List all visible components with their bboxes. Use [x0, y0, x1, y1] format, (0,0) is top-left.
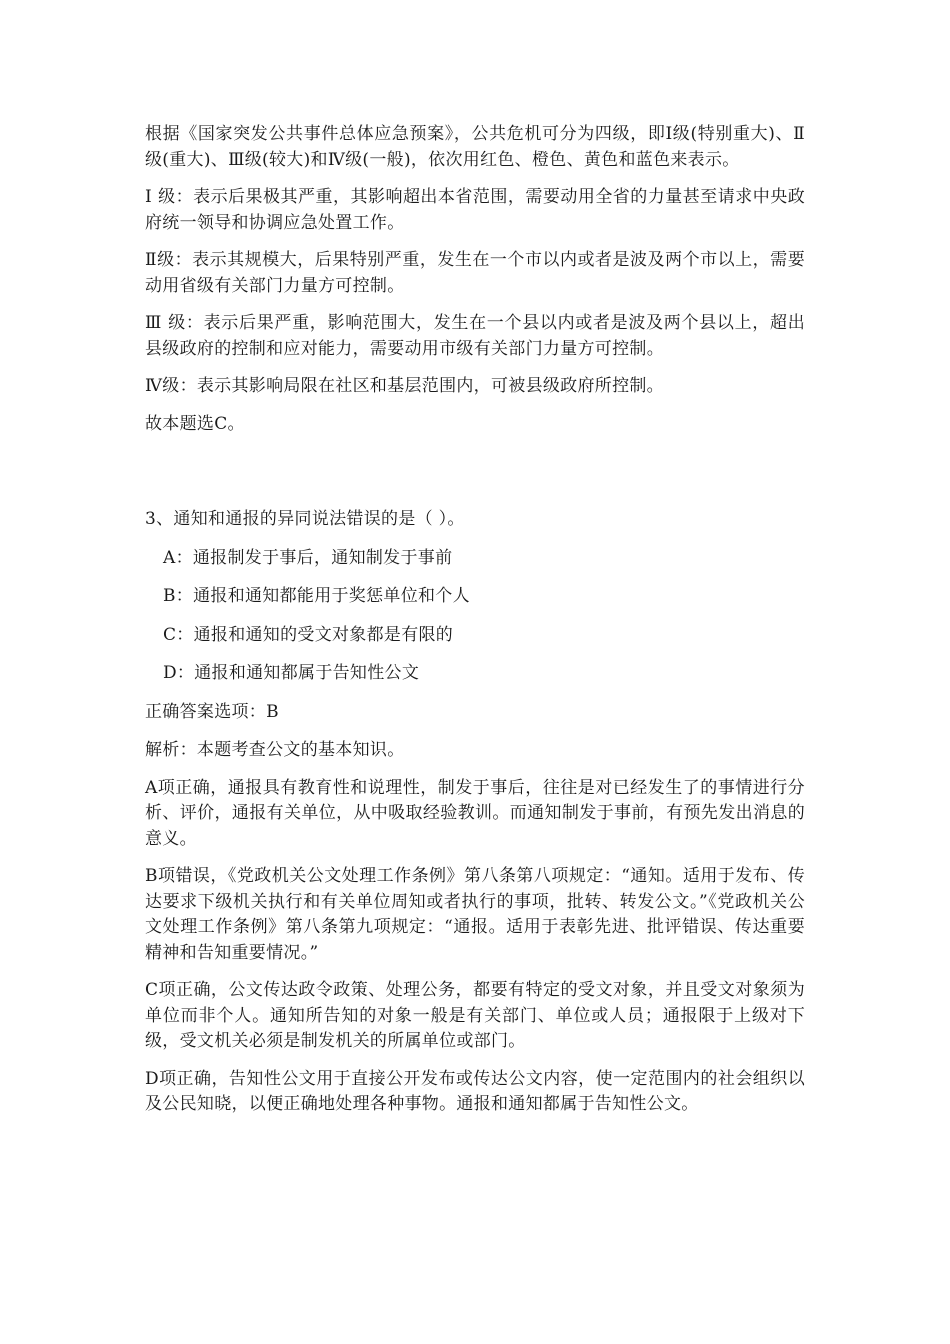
level-2-description: Ⅱ级：表示其规模大，后果特别严重，发生在一个市以内或者是波及两个市以上，需要动用省级有关部门力量方可控制。 [145, 250, 805, 296]
analysis-item-d: D项正确，告知性公文用于直接公开发布或传达公文内容，使一定范围内的社会组织以及公民知晓，以便正确地处理各种事物。通报和通知都属于告知性公文。 [145, 1068, 805, 1114]
analysis-title: 解析：本题考查公文的基本知识。 [145, 740, 405, 760]
option-a: A：通报制发于事后，通知制发于事前 [163, 547, 453, 568]
level-4-description: Ⅳ级：表示其影响局限在社区和基层范围内，可被县级政府所控制。 [145, 376, 664, 396]
analysis-item-a: A项正确，通报具有教育性和说理性，制发于事后，往往是对已经发生了的事情进行分析、评价，通报有关单位，从中吸取经验教训。而通知制发于事前，有预先发出消息的意义。 [145, 777, 805, 849]
option-c: C：通报和通知的受文对象都是有限的 [163, 624, 454, 645]
question-stem: 3、通知和通报的异同说法错误的是（ ）。 [145, 509, 465, 529]
previous-conclusion: 故本题选C。 [145, 413, 245, 434]
level-1-description: Ⅰ 级：表示后果极其严重，其影响超出本省范围，需要动用全省的力量甚至请求中央政府统一领导和协调应急处置工作。 [145, 187, 805, 233]
option-d: D：通报和通知都属于告知性公文 [163, 663, 420, 683]
level-3-description: Ⅲ 级：表示后果严重，影响范围大，发生在一个县以内或者是波及两个县以上，超出县级政府的控制和应对能力，需要动用市级有关部门力量方可控制。 [145, 313, 805, 359]
option-b: B：通报和通知都能用于奖惩单位和个人 [163, 586, 470, 606]
correct-answer: 正确答案选项：B [145, 701, 279, 722]
classification-intro: 根据《国家突发公共事件总体应急预案》，公共危机可分为四级，即Ⅰ级(特别重大)、Ⅱ级(重大)、Ⅲ级(较大)和Ⅳ级(一般)，依次用红色、橙色、黄色和蓝色来表示。 [145, 124, 805, 170]
analysis-item-c: C项正确，公文传达政令政策、处理公务，都要有特定的受文对象，并且受文对象须为单位而非个人。通知所告知的对象一般是有关部门、单位或人员；通报限于上级对下级，受文机关必须是制发机关的所属单位或部门。 [145, 980, 805, 1051]
document-page [145, 122, 805, 1118]
analysis-item-b: B项错误，《党政机关公文处理工作条例》第八条第八项规定：“通知。适用于发布、传达要求下级机关执行和有关单位周知或者执行的事项，批转、转发公文。”《党政机关公文处理工作条例》第八条第九项规定：“通报。适用于表彰先进、批评错误、传达重要精神和告知重要情况。” [145, 866, 805, 963]
